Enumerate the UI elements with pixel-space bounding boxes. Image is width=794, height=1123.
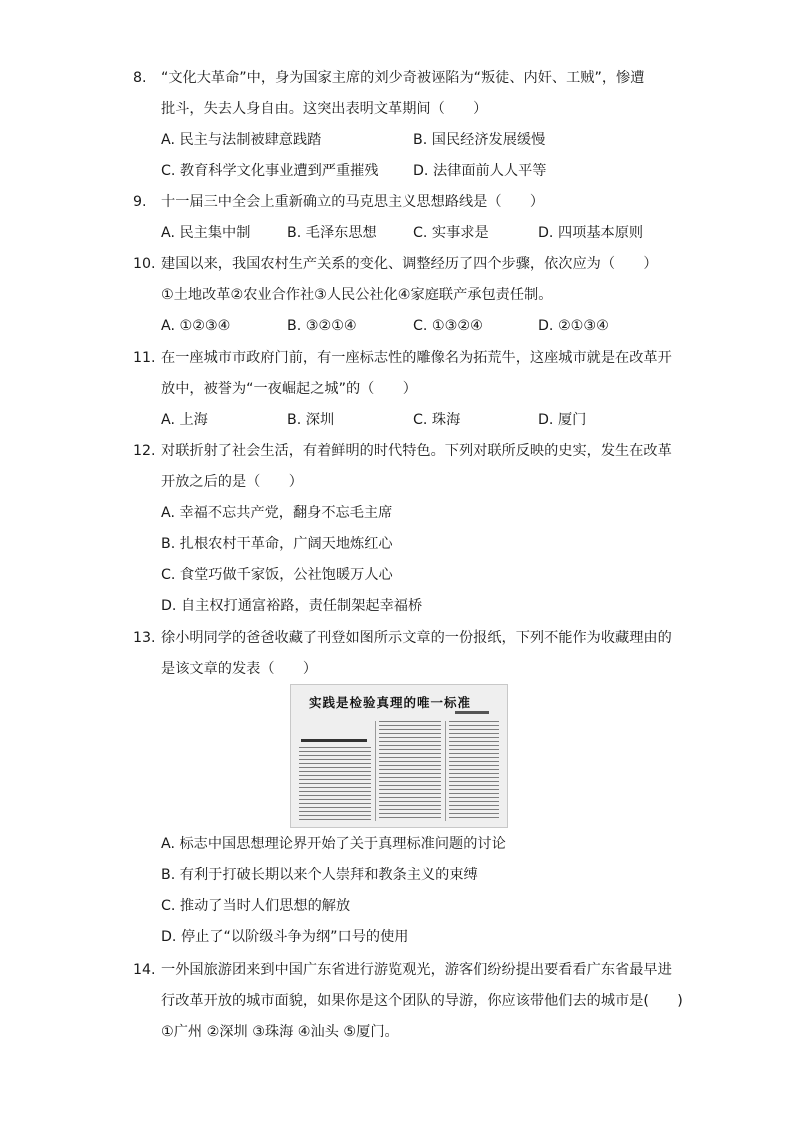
newspaper-column-divider — [445, 721, 446, 821]
newspaper-text-column — [379, 721, 441, 821]
option-c[interactable]: C. 食堂巧做千家饭，公社饱暖万人心 — [161, 567, 393, 583]
option-b[interactable]: B. 扎根农村干革命，广阔天地炼红心 — [161, 536, 393, 552]
question-stem-line: ①广州 ②深圳 ③珠海 ④汕头 ⑤厦门。 — [161, 1024, 399, 1040]
newspaper-subheading — [301, 739, 367, 742]
option-b[interactable]: B. 有利于打破长期以来个人崇拜和教条主义的束缚 — [161, 867, 478, 883]
question-stem-line: 在一座城市市政府门前，有一座标志性的雕像名为拓荒牛，这座城市就是在改革开 — [161, 350, 672, 366]
question-number: 10. — [133, 256, 156, 272]
question-stem-line: 是该文章的发表（ ） — [161, 661, 318, 677]
option-b[interactable]: B. ③②①④ — [287, 318, 357, 334]
option-b[interactable]: B. 毛泽东思想 — [287, 225, 377, 241]
option-a[interactable]: A. 民主集中制 — [161, 225, 251, 241]
question-stem-line: 对联折射了社会生活，有着鲜明的时代特色。下列对联所反映的史实，发生在改革 — [161, 443, 672, 459]
option-c[interactable]: C. 推动了当时人们思想的解放 — [161, 898, 351, 914]
newspaper-byline — [455, 711, 489, 714]
newspaper-headline: 实践是检验真理的唯一标准 — [309, 695, 472, 710]
question-number: 13. — [133, 630, 156, 646]
newspaper-text-column — [449, 721, 499, 821]
option-b[interactable]: B. 深圳 — [287, 412, 335, 428]
option-b[interactable]: B. 国民经济发展缓慢 — [413, 132, 546, 148]
question-stem-line: 一外国旅游团来到中国广东省进行游览观光，游客们纷纷提出要看看广东省最早进 — [161, 962, 672, 978]
question-stem-line: 放中，被誉为“一夜崛起之城”的（ ） — [161, 381, 417, 397]
question-stem-line: 徐小明同学的爸爸收藏了刊登如图所示文章的一份报纸，下列不能作为收藏理由的 — [161, 630, 672, 646]
option-d[interactable]: D. 停止了“以阶级斗争为纲”口号的使用 — [161, 929, 409, 945]
option-d[interactable]: D. 法律面前人人平等 — [413, 163, 547, 179]
option-c[interactable]: C. 教育科学文化事业遭到严重摧残 — [161, 163, 379, 179]
option-a[interactable]: A. 民主与法制被肆意践踏 — [161, 132, 322, 148]
question-number: 8. — [133, 70, 147, 86]
option-d[interactable]: D. 厦门 — [538, 412, 587, 428]
option-a[interactable]: A. 标志中国思想理论界开始了关于真理标准问题的讨论 — [161, 836, 506, 852]
question-stem-line: “文化大革命”中，身为国家主席的刘少奇被诬陷为“叛徒、内奸、工贼”，惨遭 — [161, 70, 645, 86]
newspaper-text-column — [299, 747, 371, 821]
option-d[interactable]: D. 四项基本原则 — [538, 225, 644, 241]
option-a[interactable]: A. 幸福不忘共产党，翻身不忘毛主席 — [161, 505, 393, 521]
question-stem-line: 十一届三中全会上重新确立的马克思主义思想路线是（ ） — [161, 194, 545, 210]
option-a[interactable]: A. 上海 — [161, 412, 208, 428]
newspaper-clipping-image — [290, 684, 508, 828]
newspaper-column-divider — [375, 721, 376, 821]
option-c[interactable]: C. 珠海 — [413, 412, 461, 428]
question-stem-line: 开放之后的是（ ） — [161, 474, 303, 490]
option-d[interactable]: D. 自主权打通富裕路，责任制架起幸福桥 — [161, 598, 423, 614]
question-stem-line: 建国以来，我国农村生产关系的变化、调整经历了四个步骤，依次应为（ ） — [161, 256, 658, 272]
option-a[interactable]: A. ①②③④ — [161, 318, 231, 334]
question-number: 11. — [133, 350, 156, 366]
question-stem-line: 批斗，失去人身自由。这突出表明文革期间（ ） — [161, 101, 488, 117]
question-number: 12. — [133, 443, 156, 459]
question-number: 14. — [133, 962, 156, 978]
question-stem-line: ①土地改革②农业合作社③人民公社化④家庭联产承包责任制。 — [161, 287, 553, 303]
option-c[interactable]: C. 实事求是 — [413, 225, 489, 241]
option-c[interactable]: C. ①③②④ — [413, 318, 483, 334]
question-stem-line: 行改革开放的城市面貌，如果你是这个团队的导游，你应该带他们去的城市是( ) — [161, 993, 683, 1009]
option-d[interactable]: D. ②①③④ — [538, 318, 609, 334]
question-number: 9. — [133, 194, 147, 210]
